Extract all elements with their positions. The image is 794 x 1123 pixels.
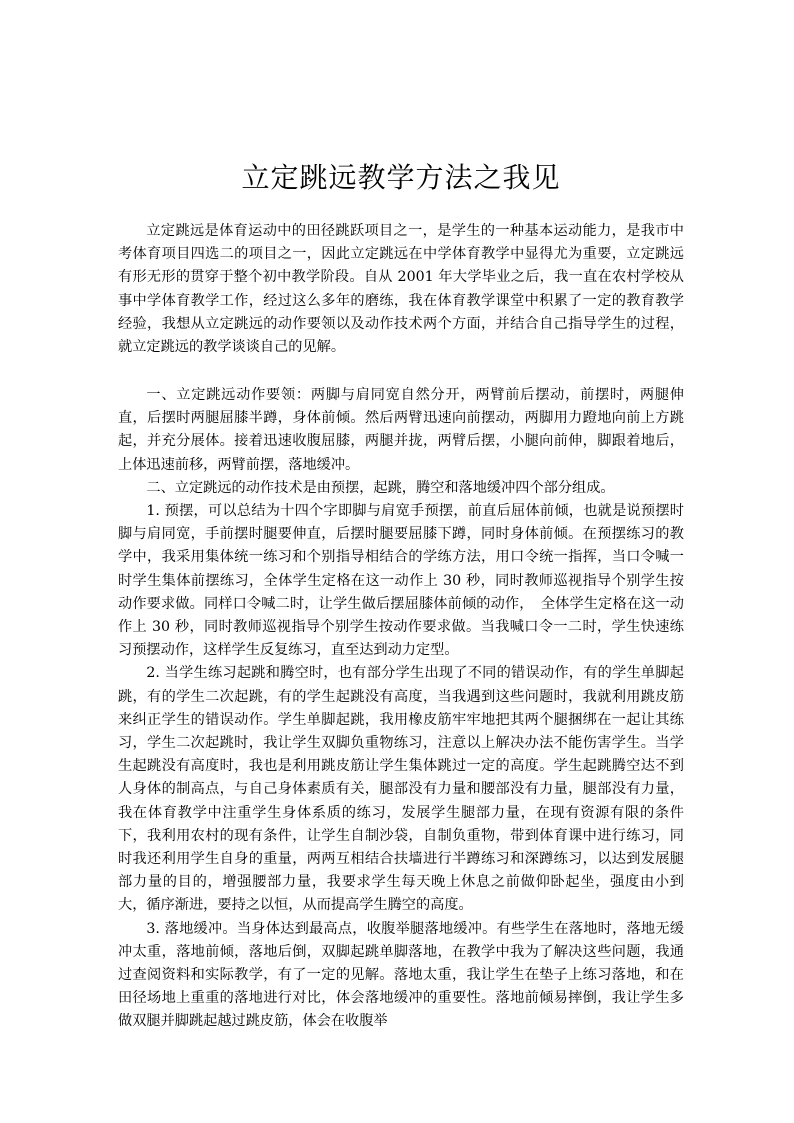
paragraph-movement-essentials: 一、立定跳远动作要领：两脚与肩同宽自然分开，两臂前后摆动，前摆时，两腿伸直，后摆时两腿屈膝半蹲，身体前倾。然后两臂迅速向前摆动，两脚用力蹬地向前上方跳起，并充分展体。接着迅速收腹屈膝，两腿并拢，两臂后摆，小腿向前伸，脚跟着地后，上体迅速前移，两臂前摆，落地缓冲。 bbox=[118, 387, 684, 473]
document-body bbox=[118, 384, 684, 1034]
paragraph-takeoff-flight: 2. 当学生练习起跳和腾空时，也有部分学生出现了不同的错误动作，有的学生单脚起跳，有的学生二次起跳，有的学生起跳没有高度，当我遇到这些问题时，我就利用跳皮筋来纠正学生的错误动作。学生单脚起跳，我用橡皮筋牢牢地把其两个腿捆绑在一起让其练习，学生二次起跳时，我让学生双脚负重物练习，注意以上解决办法不能伤害学生。当学生起跳没有高度时，我也是利用跳皮筋让学生集体跳过一定的高度。学生起跳腾空达不到人身体的制高点，与自己身体素质有关，腿部没有力量和腰部没有力量，腿部没有力量，我在体育教学中注重学生身体系质的练习，发展学生腿部力量，在现有资源有限的条件下，我利用农村的现有条件，让学生自制沙袋，自制负重物，带到体育课中进行练习，同时我还利用学生自身的重量，两两互相结合扶墙进行半蹲练习和深蹲练习，以达到发展腿部力量的目的，增强腰部力量，我要求学生每天晚上休息之前做仰卧起坐，强度由小到大，循序渐进，要持之以恒，从而提高学生腾空的高度。 bbox=[118, 665, 684, 914]
document-page bbox=[118, 0, 684, 1123]
paragraph-technique-overview: 二、立定跳远的动作技术是由预摆，起跳，腾空和落地缓冲四个部分组成。 bbox=[146, 479, 615, 496]
document-title: 立定跳远教学方法之我见 bbox=[241, 160, 561, 194]
intro-paragraph: 立定跳远是体育运动中的田径跳跃项目之一，是学生的一种基本运动能力，是我市中考体育项目四选二的项目之一，因此立定跳远在中学体育教学中显得尤为重要，立定跳远有形无形的贯穿于整个初中教学阶段。自从 2001 年大学毕业之后，我一直在农村学校从事中学体育教学工作，经过这么多年的磨练，我在体育教学课堂中积累了一定的教育教学经验，我想从立定跳远的动作要领以及动作技术两个方面，并结合自己指导学生的过程，就立定跳远的教学谈谈自己的见解。 bbox=[118, 223, 684, 356]
paragraph-landing: 3. 落地缓冲。当身体达到最高点，收腹举腿落地缓冲。有些学生在落地时，落地无缓冲太重，落地前倾，落地后倒，双脚起跳单脚落地，在教学中我为了解决这些问题，我通过查阅资料和实际教学，有了一定的见解。落地太重，我让学生在垫子上练习落地，和在田径场地上重重的落地进行对比，体会落地缓冲的重要性。落地前倾易摔倒，我让学生多做双腿并脚跳起越过跳皮筋，体会在收腹举 bbox=[118, 920, 684, 1030]
paragraph-preswing: 1. 预摆，可以总结为十四个字即脚与肩宽手预摆，前直后屈体前倾，也就是说预摆时脚与肩同宽，手前摆时腿要伸直，后摆时腿要屈膝下蹲，同时身体前倾。在预摆练习的教学中，我采用集体统一练习和个别指导相结合的学练方法，用口令统一指挥，当口令喊一时学生集体前摆练习，全体学生定格在这一动作上 30 秒，同时教师巡视指导个别学生按动作要求做。同样口令喊二时，让学生做后摆屈膝体前倾的动作， 全体学生定格在这一动作上 30 秒，同时教师巡视指导个别学生按动作要求做。当我喊口令一二时，学生快速练习预摆动作，这样学生反复练习，直至达到动力定型。 bbox=[118, 503, 684, 659]
